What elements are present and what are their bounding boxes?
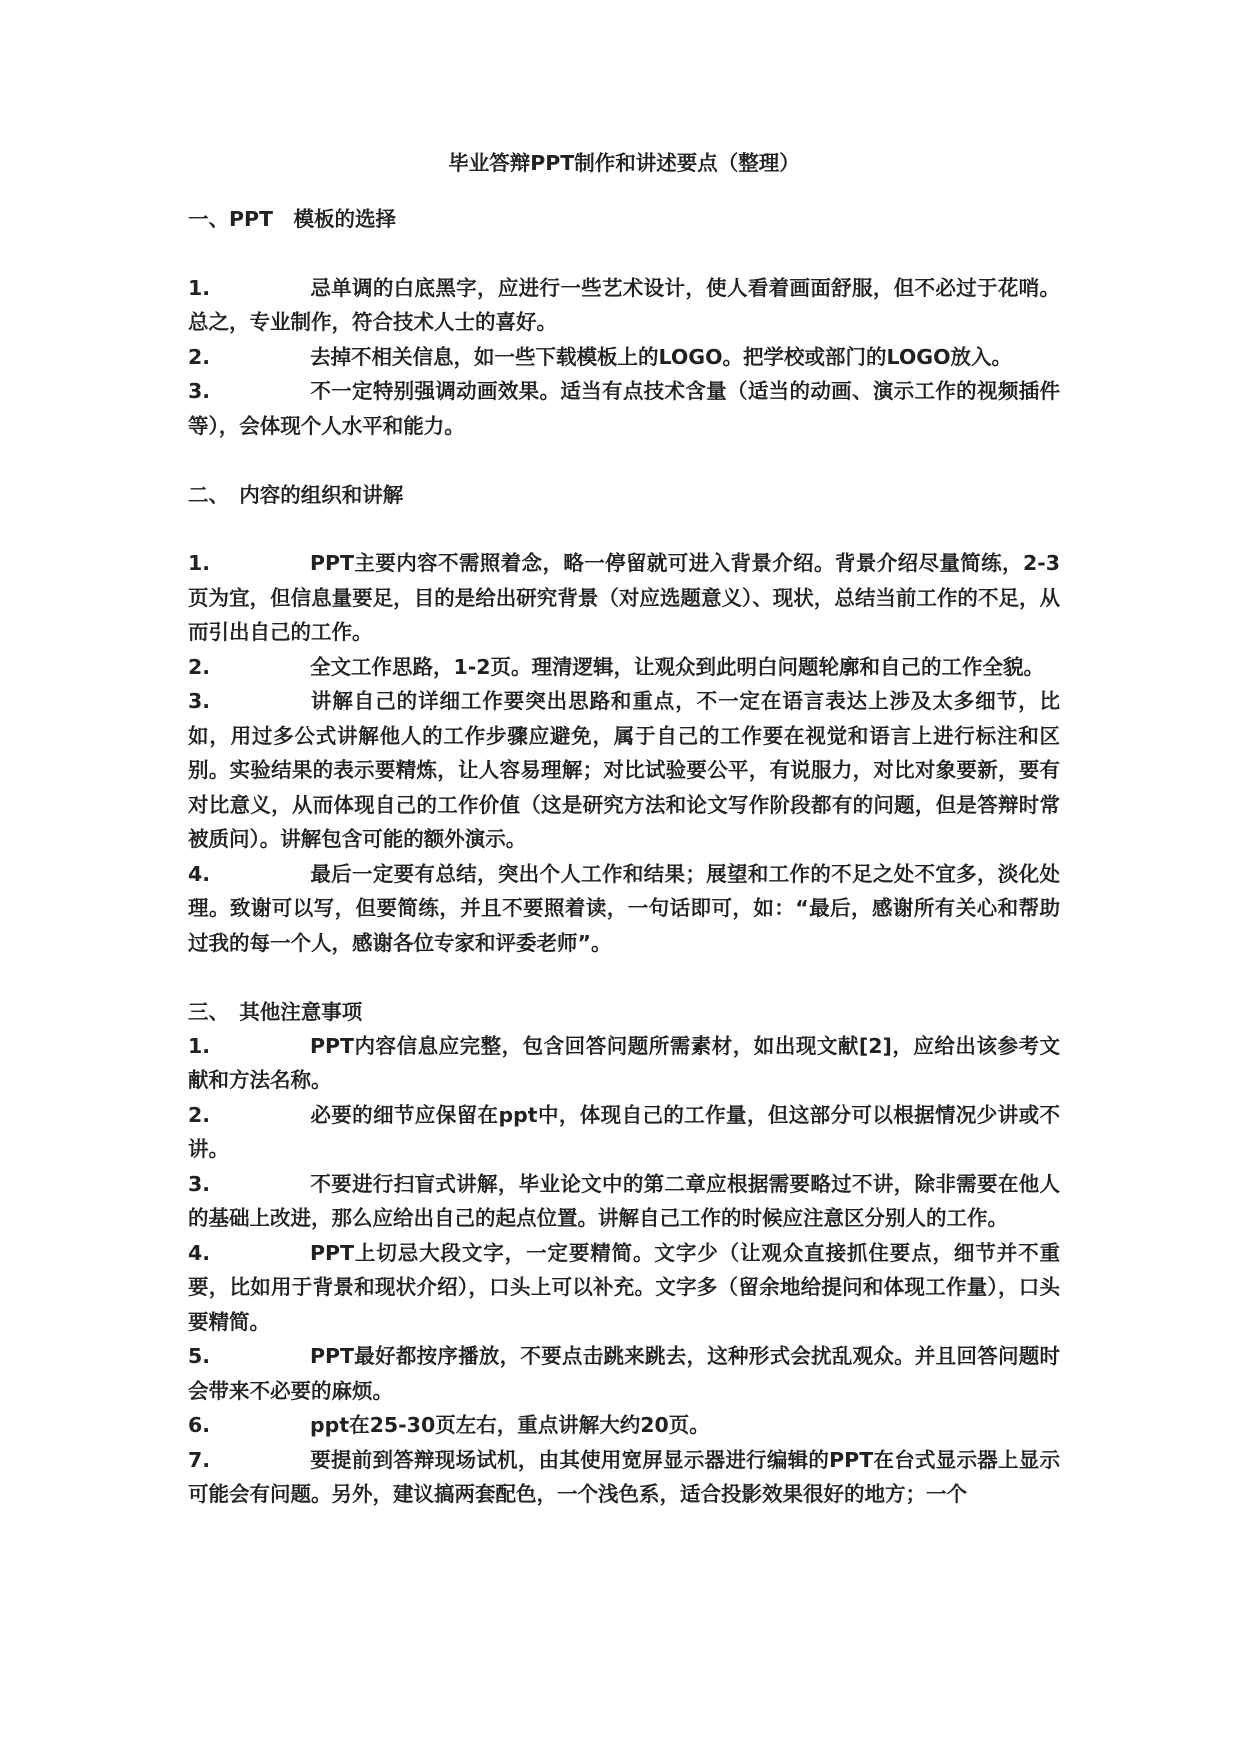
spacer [188, 443, 1060, 478]
document-title: 毕业答辩PPT制作和讲述要点（整理） [448, 151, 800, 175]
item-text: 必要的细节应保留在ppt中，体现自己的工作量，但这部分可以根据情况少讲或不讲。 [188, 1102, 1060, 1161]
item-text: PPT主要内容不需照着念，略一停留就可进入背景介绍。背景介绍尽量简练，2-3页为宜，但信息量要足，目的是给出研究背景（对应选题意义）、现状，总结当前工作的不足，从而引出自己的工作。 [188, 551, 1060, 644]
list-item [188, 271, 1060, 340]
item-text: PPT内容信息应完整，包含回答问题所需素材，如出现文献[2]，应给出该参考文献和方法名称。 [188, 1033, 1060, 1092]
list-item [188, 1029, 1060, 1098]
spacer [188, 236, 1060, 271]
item-number: 1. [188, 551, 211, 575]
list-item [188, 1408, 1060, 1443]
item-number: 4. [188, 861, 211, 886]
list-item [188, 1167, 1060, 1236]
item-number: 2. [188, 654, 211, 679]
section-heading-3: 三、 其他注意事项 [188, 999, 363, 1024]
list-item [188, 1339, 1060, 1408]
item-number: 3. [188, 379, 211, 403]
item-text: 要提前到答辩现场试机，由其使用宽屏显示器进行编辑的PPT在台式显示器上显示可能会有问题。另外，建议搞两套配色，一个浅色系，适合投影效果很好的地方；一个 [188, 1447, 1060, 1506]
section-heading-2: 二、 内容的组织和讲解 [188, 482, 404, 507]
item-text: ppt在25-30页左右，重点讲解大约20页。 [310, 1413, 710, 1437]
item-text: PPT上切忌大段文字，一定要精简。文字少（让观众直接抓住要点，细节并不重要，比如用于背景和现状介绍），口头上可以补充。文字多（留余地给提问和体现工作量），口头要精简。 [188, 1240, 1060, 1334]
list-item [188, 650, 1060, 685]
item-text: 不一定特别强调动画效果。适当有点技术含量（适当的动画、演示工作的视频插件等），会体现个人水平和能力。 [188, 379, 1060, 438]
section-heading-1: 一、PPT 模板的选择 [188, 207, 397, 231]
item-number: 7. [188, 1447, 211, 1472]
list-item [188, 546, 1060, 650]
item-number: 2. [188, 1102, 211, 1127]
item-text: PPT最好都按序播放，不要点击跳来跳去，这种形式会扰乱观众。并且回答问题时会带来不必要的麻烦。 [188, 1344, 1060, 1403]
spacer [188, 512, 1060, 547]
item-number: 5. [188, 1344, 211, 1368]
item-number: 2. [188, 344, 211, 369]
item-number: 3. [188, 689, 211, 713]
item-text: 全文工作思路，1-2页。理清逻辑，让观众到此明白问题轮廓和自己的工作全貌。 [310, 654, 1045, 679]
list-item [188, 1236, 1060, 1340]
spacer [188, 960, 1060, 995]
item-number: 4. [188, 1240, 211, 1265]
list-item [188, 1098, 1060, 1167]
list-item [188, 857, 1060, 961]
list-item [188, 684, 1060, 857]
item-number: 1. [188, 1033, 211, 1058]
item-text: 忌单调的白底黑字，应进行一些艺术设计，使人看着画面舒服，但不必过于花哨。总之，专业制作，符合技术人士的喜好。 [188, 275, 1060, 334]
item-number: 1. [188, 275, 211, 300]
item-number: 6. [188, 1413, 211, 1437]
list-item [188, 340, 1060, 375]
item-text: 最后一定要有总结，突出个人工作和结果；展望和工作的不足之处不宜多，淡化处理。致谢可以写，但要简练，并且不要照着读，一句话即可，如：“最后，感谢所有关心和帮助过我的每一个人，感谢各位专家和评委老师”。 [188, 861, 1060, 955]
list-item [188, 374, 1060, 443]
item-text: 讲解自己的详细工作要突出思路和重点，不一定在语言表达上涉及太多细节，比如，用过多公式讲解他人的工作步骤应避免，属于自己的工作要在视觉和语言上进行标注和区别。实验结果的表示要精炼，让人容易理解；对比试验要公平，有说服力，对比对象要新，要有对比意义，从而体现自己的工作价值（这是研究方法和论文写作阶段都有的问题，但是答辩时常被质问）。讲解包含可能的额外演示。 [188, 689, 1060, 851]
item-text: 去掉不相关信息，如一些下载模板上的LOGO。把学校或部门的LOGO放入。 [310, 344, 1013, 369]
list-item [188, 1443, 1060, 1512]
item-text: 不要进行扫盲式讲解，毕业论文中的第二章应根据需要略过不讲，除非需要在他人的基础上改进，那么应给出自己的起点位置。讲解自己工作的时候应注意区分别人的工作。 [188, 1171, 1060, 1230]
item-number: 3. [188, 1171, 211, 1196]
document-page [188, 146, 1060, 1512]
